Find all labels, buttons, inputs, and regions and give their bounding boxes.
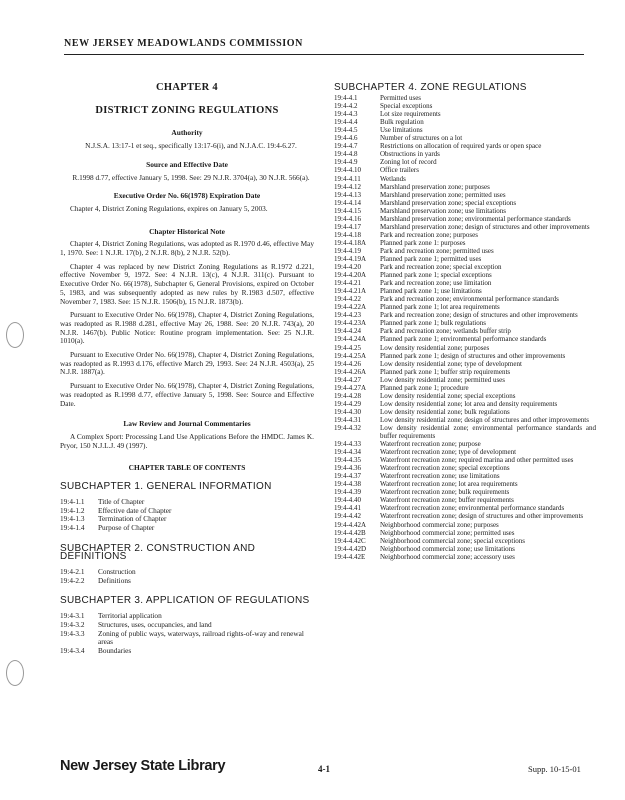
toc-entry[interactable] [334,327,596,335]
toc-entry[interactable] [334,488,596,496]
section-title: Wetlands [380,174,406,183]
section-number: 19:4-4.20 [334,263,362,272]
section-title: Waterfront recreation zone; bulk requirements [380,488,510,497]
section-title: Marshland preservation zone; use limitations [380,206,506,215]
section-title: Neighborhood commercial zone; accessory uses [380,552,515,561]
section-title: Planned park zone 1; permitted uses [380,254,482,263]
section-title: Structures, uses, occupancies, and land [98,619,212,629]
section-number: 19:4-4.42D [334,544,367,553]
section-title: Zoning of public ways, waterways, railroad rights-of-way and renewal areas [98,628,304,647]
library-stamp: New Jersey State Library [60,758,226,774]
section-number: 19:4-3.2 [60,619,85,629]
section-title: Boundaries [98,645,132,655]
toc-entry[interactable] [334,545,596,553]
toc-entry[interactable] [334,110,596,118]
toc-heading: CHAPTER TABLE OF CONTENTS [128,463,246,473]
section-number: 19:4-4.13 [334,190,362,199]
toc-entry[interactable] [334,553,596,561]
section-number: 19:4-4.3 [334,110,358,119]
subchapter-heading: SUBCHAPTER 2. CONSTRUCTION AND DEFINITIONS [60,542,256,563]
section-number: 19:4-2.2 [60,575,85,585]
section-title: Waterfront recreation zone; special exceptions [380,464,510,473]
section-title: Park and recreation zone; permitted uses [380,246,494,255]
toc-entry[interactable] [334,376,596,384]
toc-entry[interactable] [334,295,596,303]
subchapter-4-list [334,94,596,561]
section-title: Number of structures on a lot [380,134,463,143]
page-number: 4-1 [318,764,330,774]
history-paragraph: Chapter 4 was replaced by new District Zoning Regulations as R.1972 d.221, effective November 9, 1972. See: 4 N.J.R. 13(c), 4 N.J.R. 311(c). Pursuant to Executive Order No. 66(1978), Subchapter 6, General Provisions, expired on October 5, 1983, and was subsequently adopted as new rules by R.1983 d.507, effective November 7, 1983. See: 15 N.J.R. 1506(b), 15 N.J.R. 1873(b). [60,261,314,306]
section-number: 19:4-4.26A [334,367,367,376]
section-title: Definitions [98,575,131,585]
toc-entry[interactable] [334,464,596,472]
section-title: Restrictions on allocation of required yards or open space [380,142,542,151]
history-paragraph: Pursuant to Executive Order No. 66(1978), Chapter 4, District Zoning Regulations, was readopted as R.1993 d.176, effective March 29, 1993. See: 24 N.J.R. 4503(a), 25 N.J.R. 1887(a). [60,350,314,377]
toc-entry[interactable] [334,344,596,352]
subchapter-heading: SUBCHAPTER 3. APPLICATION OF REGULATIONS [60,595,310,607]
section-number: 19:4-1.1 [60,496,85,506]
section-number: 19:4-4.29 [334,399,362,408]
section-number: 19:4-4.34 [334,448,362,457]
section-number: 19:4-4.42E [334,552,366,561]
section-number: 19:4-1.2 [60,505,85,515]
section-title: Planned park zone 1; design of structures and other improvements [380,351,566,360]
punch-hole [6,660,24,686]
source-text: R.1998 d.77, effective January 5, 1998. See: 29 N.J.R. 3704(a), 30 N.J.R. 566(a). [72,172,310,182]
section-title: Waterfront recreation zone; type of development [380,448,517,457]
section-title: Planned park zone 1; special exceptions [380,271,492,280]
toc-entry[interactable] [334,118,596,126]
toc-entry[interactable] [334,231,596,239]
section-title: Purpose of Chapter [98,522,155,532]
section-title: Planned park zone 1; use limitations [380,287,482,296]
section-title: Low density residential zone; lot area and density requirements [380,399,558,408]
section-title: Planned park zone 1; bulk regulations [380,319,486,328]
section-title: Waterfront recreation zone; buffer requirements [380,496,514,505]
section-title: Effective date of Chapter [98,505,172,515]
toc-entry[interactable] [334,207,596,215]
section-title: Office trailers [380,166,419,175]
toc-entry[interactable] [334,408,596,416]
section-title: Zoning lot of record [380,158,437,167]
authority-text: N.J.S.A. 13:17-1 et seq., specifically 13:17-6(i), and N.J.A.C. 19:4-6.27. [85,141,297,151]
toc-entry[interactable] [334,223,596,231]
section-title: Planned park zone 1; lot area requirements [380,303,500,312]
section-number: 19:4-4.25A [334,351,367,360]
subchapter-heading: SUBCHAPTER 1. GENERAL INFORMATION [60,481,272,493]
header-rule [64,54,584,55]
toc-entry[interactable] [334,360,596,368]
supplement-date: Supp. 10-15-01 [528,764,581,774]
section-title: Park and recreation zone; design of structures and other improvements [380,311,578,320]
toc-entry[interactable] [334,384,596,392]
history-paragraph: Pursuant to Executive Order No. 66(1978), Chapter 4, District Zoning Regulations, was readopted as R.1988 d.281, effective May 26, 1988. See: 20 N.J.R. 743(a), 20 N.J.R. 1467(b). Public Notice: Routine program implementation. See: 25 N.J.R. 1010(a). [60,310,314,346]
toc-entry[interactable] [334,480,596,488]
expiration-text: Chapter 4, District Zoning Regulations, expires on January 5, 2003. [70,203,268,213]
toc-entry[interactable] [334,352,596,360]
toc-entry[interactable] [334,287,596,295]
section-number: 19:4-4.4 [334,118,358,127]
toc-entry[interactable] [334,271,596,279]
toc-entry[interactable] [334,94,596,102]
toc-entry[interactable] [334,335,596,343]
section-title: Marshland preservation zone; permitted uses [380,190,506,199]
section-title: Park and recreation zone; wetlands buffer strip [380,327,511,336]
toc-entry[interactable] [334,496,596,504]
section-number: 19:4-4.2 [334,102,358,111]
section-number: 19:4-4.14 [334,198,362,207]
section-number: 19:4-4.27 [334,375,362,384]
section-number: 19:4-4.36 [334,464,362,473]
toc-entry[interactable] [60,647,314,656]
toc-entry[interactable] [334,134,596,142]
section-number: 19:4-4.27A [334,383,367,392]
section-number: 19:4-4.10 [334,166,362,175]
toc-entry[interactable] [334,392,596,400]
section-title: Termination of Chapter [98,514,167,524]
toc-entry[interactable] [334,472,596,480]
section-title: Waterfront recreation zone; design of structures and other improvements [380,512,584,521]
section-title: Planned park zone 1; buffer strip requirements [380,367,511,376]
section-number: 19:4-2.1 [60,567,85,577]
history-paragraph: Pursuant to Executive Order No. 66(1978), Chapter 4, District Zoning Regulations, was readopted as R.1998 d.77, effective January 5, 1998. See: Source and Effective Date. [60,381,314,408]
section-title: Waterfront recreation zone; use limitations [380,472,500,481]
section-number: 19:4-4.22 [334,295,362,304]
toc-entry[interactable] [334,368,596,376]
section-title: Construction [98,567,136,577]
section-number: 19:4-4.20A [334,271,367,280]
section-number: 19:4-4.23A [334,319,367,328]
section-number: 19:4-4.39 [334,488,362,497]
toc-entry[interactable] [334,319,596,327]
section-title: Permitted uses [380,94,422,103]
section-number: 19:4-4.38 [334,480,362,489]
section-title: Neighborhood commercial zone; permitted uses [380,528,515,537]
section-title: Marshland preservation zone; special exceptions [380,198,517,207]
section-number: 19:4-4.23 [334,311,362,320]
section-number: 19:4-4.22A [334,303,367,312]
toc-entry[interactable] [334,150,596,158]
toc-entry[interactable] [334,504,596,512]
toc-entry[interactable] [334,521,596,529]
section-number: 19:4-3.3 [60,628,85,638]
section-number: 19:4-4.1 [334,94,358,103]
section-number: 19:4-4.28 [334,391,362,400]
section-title: Marshland preservation zone; environmental performance standards [380,214,571,223]
history-paragraph: Chapter 4, District Zoning Regulations, was adopted as R.1970 d.46, effective May 1, 1970. See: 1 N.J.R. 17(b), 2 N.J.R. 8(b), 2 N.J.R. 52(b). [60,239,314,258]
history-heading: Chapter Historical Note [149,226,225,236]
section-title: Neighborhood commercial zone; use limitations [380,544,515,553]
right-column [334,84,596,561]
section-title: Low density residential zone; permitted uses [380,375,505,384]
toc-entry[interactable] [334,279,596,287]
toc-entry[interactable] [334,126,596,134]
section-title: Neighborhood commercial zone; special exceptions [380,536,526,545]
toc-entry[interactable] [334,142,596,150]
section-number: 19:4-4.18 [334,230,362,239]
section-number: 19:4-4.19A [334,254,367,263]
section-number: 19:4-4.16 [334,214,362,223]
toc-entry[interactable] [334,416,596,424]
section-title: Park and recreation zone; special exception [380,263,502,272]
toc-entry[interactable] [334,440,596,448]
section-title: Low density residential zone; special exceptions [380,391,516,400]
section-number: 19:4-4.32 [334,423,362,432]
section-number: 19:4-4.37 [334,472,362,481]
left-column [60,84,314,656]
section-title: Low density residential zone; purposes [380,343,490,352]
section-number: 19:4-4.24A [334,335,367,344]
section-title: Waterfront recreation zone; purpose [380,440,481,449]
toc-entry[interactable] [334,191,596,199]
section-title: Planned park zone 1; procedure [380,383,469,392]
section-title: Neighborhood commercial zone; purposes [380,520,499,529]
toc-entry[interactable] [60,524,314,533]
section-title: Waterfront recreation zone; environmental performance standards [380,504,565,513]
toc-entry[interactable] [334,175,596,183]
section-number: 19:4-4.5 [334,126,358,135]
toc-entry[interactable] [334,183,596,191]
section-title: Title of Chapter [98,496,145,506]
section-title: Low density residential zone; type of development [380,359,522,368]
section-title: Obstructions in yards [380,150,440,159]
toc-entry[interactable] [60,577,314,586]
toc-entry[interactable] [334,239,596,247]
section-title: Planned park zone 1; environmental performance standards [380,335,547,344]
law-review-heading: Law Review and Journal Commentaries [123,419,251,429]
toc-entry[interactable] [334,158,596,166]
section-title: Waterfront recreation zone; lot area requirements [380,480,518,489]
toc-entry[interactable] [60,630,314,647]
section-title: Park and recreation zone; use limitation [380,279,492,288]
section-number: 19:4-4.42 [334,512,362,521]
toc-entry[interactable] [334,456,596,464]
section-title: Waterfront recreation zone; required marina and other permitted uses [380,456,574,465]
toc-entry[interactable] [334,166,596,174]
section-number: 19:4-4.41 [334,504,362,513]
section-number: 19:4-4.19 [334,246,362,255]
section-number: 19:4-4.21 [334,279,362,288]
section-title: Planned park zone 1: purposes [380,238,466,247]
toc-entry[interactable] [334,424,596,440]
section-number: 19:4-4.42B [334,528,366,537]
section-number: 19:4-1.3 [60,514,85,524]
section-number: 19:4-4.21A [334,287,367,296]
punch-hole [6,322,24,348]
section-number: 19:4-4.12 [334,182,362,191]
expiration-heading: Executive Order No. 66(1978) Expiration Date [113,191,261,201]
chapter-title: DISTRICT ZONING REGULATIONS [95,104,279,116]
section-number: 19:4-4.6 [334,134,358,143]
section-number: 19:4-4.7 [334,142,358,151]
section-title: Marshland preservation zone; purposes [380,182,490,191]
toc-entry[interactable] [334,303,596,311]
section-number: 19:4-4.18A [334,238,367,247]
section-title: Territorial application [98,611,162,621]
section-title: Marshland preservation zone; design of structures and other improvements [380,222,590,231]
toc-entry[interactable] [334,512,596,520]
section-number: 19:4-4.25 [334,343,362,352]
section-title: Special exceptions [380,102,433,111]
subchapter-heading: SUBCHAPTER 4. ZONE REGULATIONS [334,82,527,93]
section-number: 19:4-4.31 [334,415,362,424]
section-title: Low density residential zone; environmental performance standards and buffer requirements [380,423,596,441]
section-title: Lot size requirements [380,110,441,119]
toc-entry[interactable] [334,263,596,271]
section-number: 19:4-4.40 [334,496,362,505]
toc-entry[interactable] [334,529,596,537]
section-number: 19:4-4.9 [334,158,358,167]
section-title: Park and recreation zone; environmental performance standards [380,295,559,304]
toc-entry[interactable] [334,448,596,456]
section-title: Use limitations [380,126,423,135]
section-number: 19:4-4.30 [334,407,362,416]
toc-entry[interactable] [334,247,596,255]
section-number: 19:4-3.1 [60,611,85,621]
section-number: 19:4-3.4 [60,645,85,655]
section-title: Low density residential zone; bulk regulations [380,407,510,416]
section-number: 19:4-4.26 [334,359,362,368]
section-number: 19:4-4.33 [334,440,362,449]
running-head: NEW JERSEY MEADOWLANDS COMMISSION [64,38,303,49]
toc-entry[interactable] [334,400,596,408]
section-number: 19:4-4.42A [334,520,367,529]
section-number: 19:4-4.24 [334,327,362,336]
section-number: 19:4-4.8 [334,150,358,159]
toc-entry[interactable] [334,102,596,110]
toc-entry[interactable] [334,199,596,207]
section-number: 19:4-4.35 [334,456,362,465]
section-title: Park and recreation zone; purposes [380,230,478,239]
section-title: Bulk regulation [380,118,424,127]
law-review-text: A Complex Sport: Processing Land Use Applications Before the HMDC. James K. Pryor, 150 N.J.L.J. 49 (1997). [60,431,314,450]
authority-heading: Authority [171,128,203,138]
section-number: 19:4-4.11 [334,174,361,183]
section-number: 19:4-4.15 [334,206,362,215]
toc-entry[interactable] [334,255,596,263]
section-number: 19:4-4.42C [334,536,366,545]
source-heading: Source and Effective Date [146,159,228,169]
toc-entry[interactable] [334,215,596,223]
toc-entry[interactable] [334,537,596,545]
section-title: Low density residential zone; design of structures and other improvements [380,415,589,424]
section-number: 19:4-1.4 [60,522,85,532]
toc-entry[interactable] [334,311,596,319]
section-number: 19:4-4.17 [334,222,362,231]
chapter-label: CHAPTER 4 [156,82,218,93]
